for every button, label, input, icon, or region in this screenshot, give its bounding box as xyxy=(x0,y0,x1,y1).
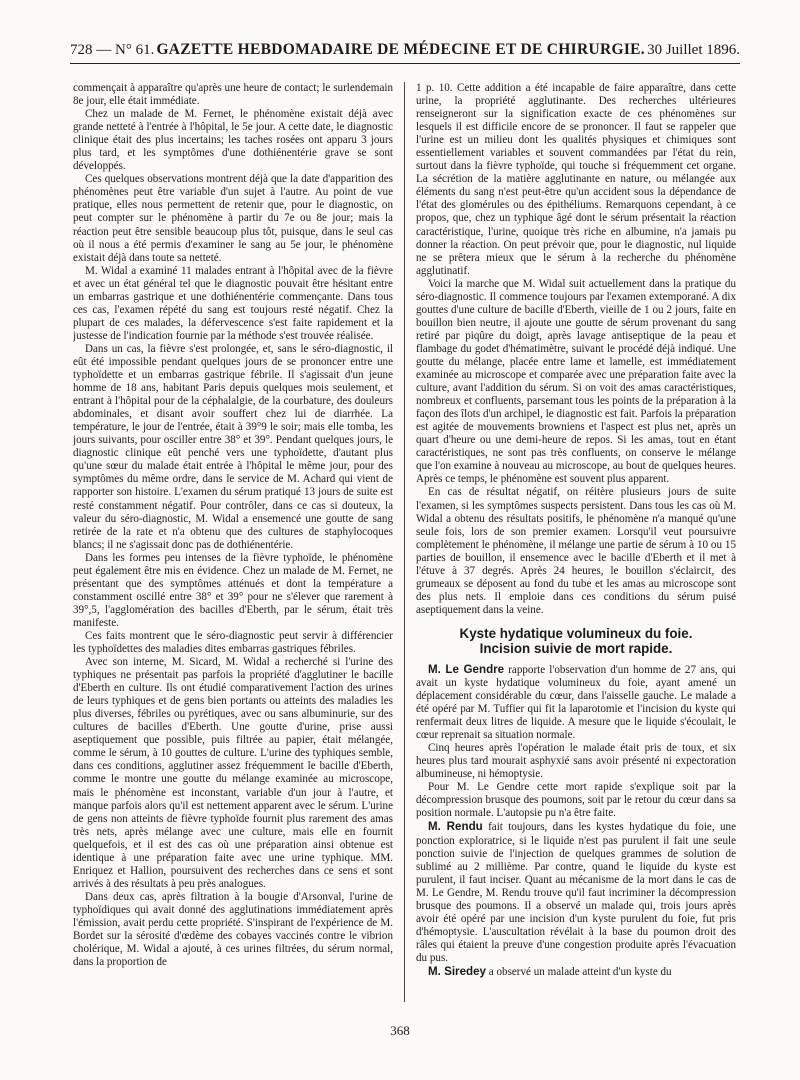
paragraph xyxy=(416,965,736,979)
paragraph: M. Widal a examiné 11 malades entrant à l'hôpital avec de la fièvre et avec un état général tel que le diagnostic pouvait être hésitant entre un embarras gastrique et une dothiénentérie commençante. Dans tous ces cas, l'examen répété du sang est toujours resté négatif. Chez la plupart de ces malades, la défervescence s'est faite rapidement et la justesse de l'indication fournie par la méthode s'est trouvée réalisée. xyxy=(73,264,393,342)
running-header xyxy=(70,37,740,64)
paragraph: Avec son interne, M. Sicard, M. Widal a recherché si l'urine des typhiques ne présentait pas parfois la propriété d'agglutiner le bacille d'Eberth en culture. Ils ont étudié comparativement l'action des urines de leurs typhiques et de gens bien portants ou atteints des maladies les plus diverses, fébriles ou pyrétiques, avec ou sans albuminurie, sur des cultures de bacilles d'Eberth. Une goutte d'urine, prise aussi aseptiquement que possible, puis filtrée au papier, était mélangée, comme le sérum, à 10 gouttes de culture. L'urine des typhiques semble, dans ces conditions, agglutiner assez fréquemment le bacille d'Eberth, comme le montre une goutte du mélange examinée au microscope, mais le phénomène est inconstant, variable d'un jour à l'autre, et manque parfois alors qu'il est nettement apparent avec le sérum. L'urine de gens non atteints de fièvre typhoïde fournit plus rarement des amas très nets, après mélange avec une culture, mais elle en fournit quelquefois, et il est des cas où une préparation ainsi obtenue est identique à une préparation faite avec une urine typhique. MM. Enriquez et Hallion, poursuivent des recherches dans ce sens et sont arrivés à des résultats à peu près analogues. xyxy=(73,656,393,890)
section-title xyxy=(416,626,736,657)
paragraph: Ces faits montrent que le séro-diagnostic peut servir à différencier les typhoïdettes des maladies dites embarras gastriques fébriles. xyxy=(73,629,393,656)
paragraph: Dans les formes peu intenses de la fièvre typhoïde, le phénomène peut également être mis en évidence. Chez un malade de M. Fernet, ne présentant que des symptômes atténués et dont la température a constamment oscillé entre 38° et 39° pour ne s'élever que rarement à 39°,5, l'agglomération des bacilles d'Eberth, par le sérum, était très manifeste. xyxy=(73,551,393,629)
paragraph: commençait à apparaître qu'après une heure de contact; le surlendemain 8e jour, elle était immédiate. xyxy=(73,82,393,108)
journal-title: GAZETTE HEBDOMADAIRE DE MÉDECINE ET DE CHIRURGIE. xyxy=(156,41,645,58)
section-title-line: Kyste hydatique volumineux du foie. xyxy=(459,625,693,641)
speaker-name: M. Rendu xyxy=(428,820,483,834)
page-number: 368 xyxy=(390,1023,410,1038)
paragraph: 1 p. 10. Cette addition a été incapable de faire apparaître, dans cette urine, la propriété agglutinante. Des recherches ultérieures renseigneront sur la signification exacte de ces phénomènes sur lesquels il est difficile encore de se prononcer. Il faut se rappeler que l'urine est un milieu dont les qualités physiques et chimiques sont essentiellement variables et souvent commandées par l'état du rein, surtout dans la fièvre typhoïde, qui touche si fréquemment cet organe. La sécrétion de la matière agglutinante en nature, ou mélangée aux éléments du sang n'est peut-être qu'un accident sous la dépendance de l'état des glomérules ou des épithéliums. Remarquons cependant, à ce propos, que, chez un typhique âgé dont le sérum présentait la réaction caractéristique, l'urine, quoique très riche en albumine, n'a jamais pu donner la réaction. On peut prévoir que, pour le diagnostic, nul liquide ne se prêtera mieux que le sérum à la recherche du phénomène agglutinatif. xyxy=(416,82,736,277)
speaker-name: M. Siredey xyxy=(428,965,486,978)
paragraph-text: a observé un malade atteint d'un kyste du xyxy=(486,966,672,978)
right-column xyxy=(416,82,736,1012)
issue-date: 30 Juillet 1896. xyxy=(647,41,740,58)
paragraph: En cas de résultat négatif, on réitère plusieurs jours de suite l'examen, si les symptômes suspects persistent. Dans tous les cas où M. Widal a obtenu des résultats positifs, le phénomène n'a manqué qu'une seule fois, lors de son premier examen. Lorsqu'il veut poursuivre complètement le phénomène, il mélange une partie de sérum à 10 ou 15 parties de bouillon, il ensemence avec le bacille d'Eberth et il met à l'étuve à 37 degrés. Après 24 heures, le bouillon s'éclaircit, des grumeaux se déposent au fond du tube et les amas au microscope sont des plus nets. Il emploie dans ces conditions du sérum puisé aseptiquement dans la veine. xyxy=(416,486,736,616)
speaker-name: M. Le Gendre xyxy=(428,662,505,676)
paragraph: Voici la marche que M. Widal suit actuellement dans la pratique du séro-diagnostic. Il commence toujours par l'examen extemporané. A dix gouttes d'une culture de bacille d'Eberth, vieille de 1 ou 2 jours, faite en bouillon bien neutre, il ajoute une goutte de sérum provenant du sang retiré par piqûre du doigt, après lavage antiseptique de la peau et flambage du godet d'hématimètre, suivant le procédé déjà indiqué. Une goutte du mélange, placée entre lame et lamelle, est immédiatement examinée au microscope et comparée avec une préparation faite avec la culture, avant l'addition du sérum. Si on voit des amas caractéristiques, nombreux et confluents, parsemant tous les points de la préparation à la façon des îlots d'un archipel, le diagnostic est fait. Parfois la préparation est agitée de mouvements browniens et l'aspect est plus net, après un quart d'heure ou une demi-heure de repos. Si les amas, tout en étant caractéristiques, ne sont pas très confluents, on conserve le mélange que l'on examine à nouveau au microscope, au bout de quelques heures. Après ce temps, le phénomène est souvent plus apparent. xyxy=(416,277,736,486)
paragraph: Dans un cas, la fièvre s'est prolongée, et, sans le séro-diagnostic, il eût été impossible pendant quelques jours de se prononcer entre une typhoïdette et un embarras gastrique fébrile. Il s'agissait d'un jeune homme de 18 ans, habitant Paris depuis quelques mois seulement, et entrant à l'hôpital pour de la céphalalgie, de la courbature, des douleurs abdominales, et disant avoir souffert chez lui de diarrhée. La température, le jour de l'entrée, était à 39°9 le soir; mais elle tomba, les jours suivants, pour osciller entre 38° et 39°. Pendant quelques jours, le diagnostic clinique eût penché vers une typhoïdette, d'autant plus qu'une sœur du malade était entrée à l'hôpital le même jour, pour des symptômes du même ordre, dans le service de M. Achard qui vient de rapporter son histoire. L'examen du sérum pratiqué 13 jours de suite est resté constamment négatif. Pour contrôler, dans ce cas si douteux, la valeur du séro-diagnostic, M. Widal a ensemencé une goutte de sang retirée de la rate et n'a obtenu que des cultures de staphylocoques blancs; il ne s'agissait donc pas de dothiénentérie. xyxy=(73,342,393,551)
left-column xyxy=(73,82,393,1012)
paragraph xyxy=(416,663,736,742)
paragraph: Chez un malade de M. Fernet, le phénomène existait déjà avec grande netteté à l'entrée à l'hôpital, le 5e jour. A cette date, le diagnostic clinique était des plus incertains; les taches rosées ont apparu 3 jours plus tard, et les symptômes d'une dothiénentérie grave se sont développés. xyxy=(73,108,393,173)
issue-number: 728 — N° 61. xyxy=(70,41,155,58)
paragraph-text: fait toujours, dans les kystes hydatique du foie, une ponction exploratrice, si le liquide n'est pas purulent il fait une seule ponction suivie de l'injection de quelques grammes de solution de sublimé au 2 millième. Par contre, quand le liquide du kyste est purulent, il faut inciser. Quant au mécanisme de la mort dans le cas de M. Le Gendre, M. Rendu trouve qu'il faut incriminer la décompression brusque des poumons. Il a observé un malade qui, trois jours après avoir été opéré par une incision d'un kyste purulent du foie, fut pris d'hémoptysie. L'auscultation révélait à la base du poumon droit des râles qui étaient la preuve d'une congestion produite après l'évacuation du pus. xyxy=(416,821,736,964)
paragraph: Ces quelques observations montrent déjà que la date d'apparition des phénomènes peut être variable d'un sujet à l'autre. Au point de vue pratique, elles nous permettent de retenir que, pour le diagnostic, on peut compter sur le phénomène à partir du 7e ou 8e jour; mais la réaction peut être sensible beaucoup plus tôt, puisque, dans le seul cas où il nous a été permis d'examiner le sang au 5e jour, le phénomène existait déjà dans toute sa netteté. xyxy=(73,173,393,264)
paragraph: Pour M. Le Gendre cette mort rapide s'explique soit par la décompression brusque des poumons, soit par le retour du cœur dans sa position normale. L'autopsie pu n'a être faite. xyxy=(416,781,736,820)
paragraph xyxy=(416,820,736,965)
column-divider xyxy=(404,82,405,1002)
section-title-line: Incision suivie de mort rapide. xyxy=(479,641,673,657)
paragraph: Cinq heures après l'opération le malade était pris de toux, et six heures plus tard mourait asphyxié sans avoir présenté ni expectoration albumineuse, ni hémoptysie. xyxy=(416,742,736,781)
paragraph: Dans deux cas, après filtration à la bougie d'Arsonval, l'urine de typhoïdiques qui avait donné des agglutinations immédiatement après l'émission, avait perdu cette propriété. S'inspirant de l'expérience de M. Bordet sur la sérosité d'œdème des cobayes vaccinés contre le vibrion cholérique, M. Widal a ajouté, à ces urines filtrées, du sérum normal, dans la proportion de xyxy=(73,890,393,969)
paragraph-text: rapporte l'observation d'un homme de 27 ans, qui avait un kyste hydatique volumineux du foie, ayant amené un déplacement considérable du cœur, dans l'aisselle gauche. Le malade a été opéré par M. Tuffier qui fit la laparotomie et l'incision du kyste qui renfermait deux litres de liquide. A mesure que le liquide s'écoulait, le cœur reprenait sa situation normale. xyxy=(416,663,736,742)
